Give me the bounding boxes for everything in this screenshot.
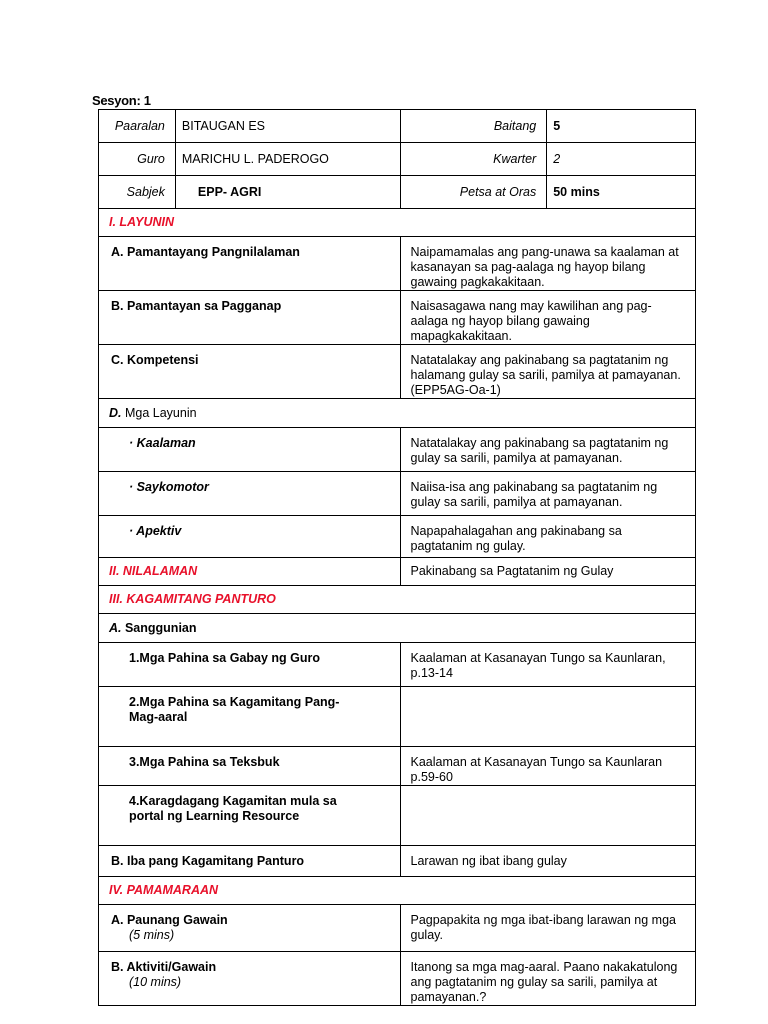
paunang-gawain-label: A. Paunang Gawain [111, 913, 228, 927]
sanggunian-label: Sanggunian [121, 620, 197, 635]
header-row-guro [99, 143, 696, 176]
lesson-plan-table [98, 109, 696, 1006]
aktiviti-gawain-value: Itanong sa mga mag-aaral. Paano nakakatulong ang pagtatanim ng gulay sa sarili, pamilya at pamayanan.? [400, 952, 695, 1006]
section-pamamaraan-title: IV. PAMAMARAAN [99, 877, 696, 905]
mga-layunin-label: Mga Layunin [121, 405, 197, 420]
aktiviti-gawain-label: B. Aktiviti/Gawain [111, 960, 217, 974]
kompetensi-label: C. Kompetensi [99, 345, 401, 399]
pamantayang-pangnilalaman-label: A. Pamantayang Pangnilalaman [99, 237, 401, 291]
sanggunian-prefix: A. [109, 620, 122, 635]
learning-resource-value [400, 786, 695, 846]
guro-value: MARICHU L. PADEROGO [175, 143, 400, 176]
sanggunian-heading [99, 614, 696, 643]
paunang-gawain-time: (5 mins) [129, 928, 175, 942]
section-kagamitan-title: III. KAGAMITANG PANTURO [99, 586, 696, 614]
kompetensi-value: Natatalakay ang pakinabang sa pagtatanim ng halamang gulay sa sarili, pamilya at pamayanan. (EPP5AG-Oa-1) [400, 345, 695, 399]
paunang-gawain-value: Pagpapakita ng mga ibat-ibang larawan ng mga gulay. [400, 905, 695, 952]
learning-resource-label: 4.Karagdagang Kagamitan mula sa portal ng Learning Resource [99, 786, 401, 846]
kagamitang-mag-aaral-label: 2.Mga Pahina sa Kagamitang Pang-Mag-aaral [99, 687, 401, 747]
header-row-sabjek [99, 176, 696, 209]
pamantayan-pagganap-label: B. Pamantayan sa Pagganap [99, 291, 401, 345]
baitang-value: 5 [547, 110, 696, 143]
iba-pang-kagamitan-value: Larawan ng ibat ibang gulay [400, 846, 695, 877]
saykomotor-value: Naiisa-isa ang pakinabang sa pagtatanim ng gulay sa sarili, pamilya at pamayanan. [400, 472, 695, 516]
kagamitang-mag-aaral-value [400, 687, 695, 747]
aktiviti-gawain-time: (10 mins) [129, 975, 182, 989]
header-row-paaralan [99, 110, 696, 143]
aktiviti-gawain-cell [99, 952, 401, 1006]
petsa-value: 50 mins [547, 176, 696, 209]
gabay-guro-label: 1.Mga Pahina sa Gabay ng Guro [99, 643, 401, 687]
guro-label: Guro [99, 143, 176, 176]
section-nilalaman-title: II. NILALAMAN [99, 558, 401, 586]
mga-layunin-prefix: D. [109, 405, 122, 420]
apektiv-label: · Apektiv [99, 516, 401, 558]
kaalaman-label: · Kaalaman [99, 428, 401, 472]
teksbuk-label: 3.Mga Pahina sa Teksbuk [99, 747, 401, 786]
paaralan-value: BITAUGAN ES [175, 110, 400, 143]
apektiv-value: Napapahalagahan ang pakinabang sa pagtatanim ng gulay. [400, 516, 695, 558]
paunang-gawain-cell [99, 905, 401, 952]
iba-pang-kagamitan-label: B. Iba pang Kagamitang Panturo [99, 846, 401, 877]
section-layunin-title: I. LAYUNIN [99, 209, 696, 237]
pamantayan-pagganap-value: Naisasagawa nang may kawilihan ang pag-aalaga ng hayop bilang gawaing mapagkakakitaan. [400, 291, 695, 345]
sabjek-value: EPP- AGRI [175, 176, 400, 209]
gabay-guro-value: Kaalaman at Kasanayan Tungo sa Kaunlaran, p.13-14 [400, 643, 695, 687]
paaralan-label: Paaralan [99, 110, 176, 143]
nilalaman-value: Pakinabang sa Pagtatanim ng Gulay [400, 558, 695, 586]
kwarter-value: 2 [547, 143, 696, 176]
mga-layunin-heading [99, 399, 696, 428]
session-label: Sesyon: 1 [92, 93, 151, 108]
petsa-label: Petsa at Oras [400, 176, 547, 209]
baitang-label: Baitang [400, 110, 547, 143]
kaalaman-value: Natatalakay ang pakinabang sa pagtatanim ng gulay sa sarili, pamilya at pamayanan. [400, 428, 695, 472]
saykomotor-label: · Saykomotor [99, 472, 401, 516]
teksbuk-value: Kaalaman at Kasanayan Tungo sa Kaunlaran p.59-60 [400, 747, 695, 786]
sabjek-label: Sabjek [99, 176, 176, 209]
kwarter-label: Kwarter [400, 143, 547, 176]
pamantayang-pangnilalaman-value: Naipamamalas ang pang-unawa sa kaalaman at kasanayan sa pag-aalaga ng hayop bilang gawaing pagkakakitaan. [400, 237, 695, 291]
